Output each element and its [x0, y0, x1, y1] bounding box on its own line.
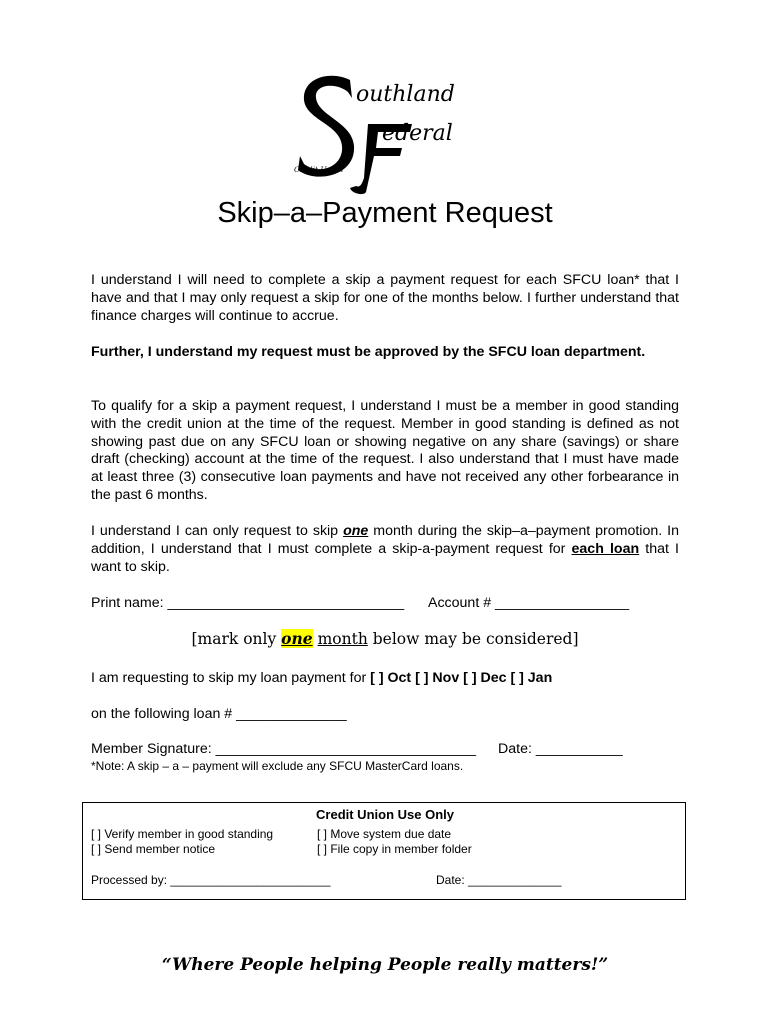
- paragraph-4-end: that I want to skip.: [91, 540, 679, 575]
- logo-monogram-icon: [290, 68, 480, 198]
- signature-date-field[interactable]: Date: ___________: [498, 741, 623, 757]
- logo-line2: ederal: [382, 121, 453, 146]
- credit-union-use-box: [82, 802, 686, 900]
- mastercard-note: *Note: A skip – a – payment will exclude any SFCU MasterCard loans.: [91, 759, 464, 773]
- mark-note-month: month: [317, 630, 368, 648]
- month-checkboxes[interactable]: [ ] Oct [ ] Nov [ ] Dec [ ] Jan: [370, 670, 553, 686]
- paragraph-4-start: I understand I can only request to skip: [91, 523, 344, 539]
- send-notice-checkbox[interactable]: [ ] Send member notice: [91, 842, 216, 856]
- account-number-field[interactable]: Account # _________________: [428, 595, 630, 611]
- paragraph-2: Further, I understand my request must be approved by the SFCU loan department.: [91, 344, 646, 360]
- processed-by-field[interactable]: Processed by: ________________________: [91, 873, 331, 887]
- loan-number-field[interactable]: on the following loan # ______________: [91, 706, 347, 722]
- move-due-date-checkbox[interactable]: [ ] Move system due date: [317, 827, 452, 841]
- southland-federal-logo: [290, 68, 480, 198]
- tagline: “Where People helping People really matters!”: [161, 955, 609, 975]
- processed-date-field[interactable]: Date: ______________: [436, 873, 562, 887]
- paragraph-4-middle: month during the skip–a–payment promotion. In addition, I understand that I must complete a skip-a-payment request for: [91, 523, 679, 557]
- paragraph-1: I understand I will need to complete a skip a payment request for each SFCU loan* that I have and that I may only request a skip for one of the months below. I further understand that finance charges will continue to accrue.: [91, 272, 679, 324]
- logo-line3: Credit Union: [294, 165, 344, 174]
- member-signature-field[interactable]: Member Signature: _________________________________: [91, 741, 476, 757]
- skip-request-line: [91, 670, 552, 686]
- skip-request-prefix: I am requesting to skip my loan payment for: [91, 670, 371, 686]
- paragraph-3: To qualify for a skip a payment request, I understand I must be a member in good standing with the credit union at the time of the request. Member in good standing is defined as not showing past due on any SFCU loan or showing negative on any share (savings) or share draft (checking) account at the time of the request. I also understand that I must have made at least three (3) consecutive loan payments and have not received any other forbearance in the past 6 months.: [91, 398, 679, 503]
- mark-note-open: [mark only: [191, 630, 282, 648]
- logo-s-shape: [298, 76, 354, 177]
- credit-union-use-title: Credit Union Use Only: [316, 807, 454, 822]
- emphasis-one: one: [343, 523, 369, 539]
- verify-member-checkbox[interactable]: [ ] Verify member in good standing: [91, 827, 274, 841]
- mark-note-one: one: [281, 629, 313, 648]
- page-title: Skip–a–Payment Request: [217, 197, 553, 229]
- logo-line1: outhland: [356, 82, 455, 107]
- print-name-field[interactable]: Print name: ______________________________: [91, 595, 405, 611]
- emphasis-each-loan: each loan: [571, 540, 640, 557]
- mark-one-month-note: [0, 629, 770, 648]
- file-copy-checkbox[interactable]: [ ] File copy in member folder: [317, 842, 472, 856]
- mark-note-close: below may be considered]: [367, 630, 579, 648]
- paragraph-4: [91, 523, 679, 576]
